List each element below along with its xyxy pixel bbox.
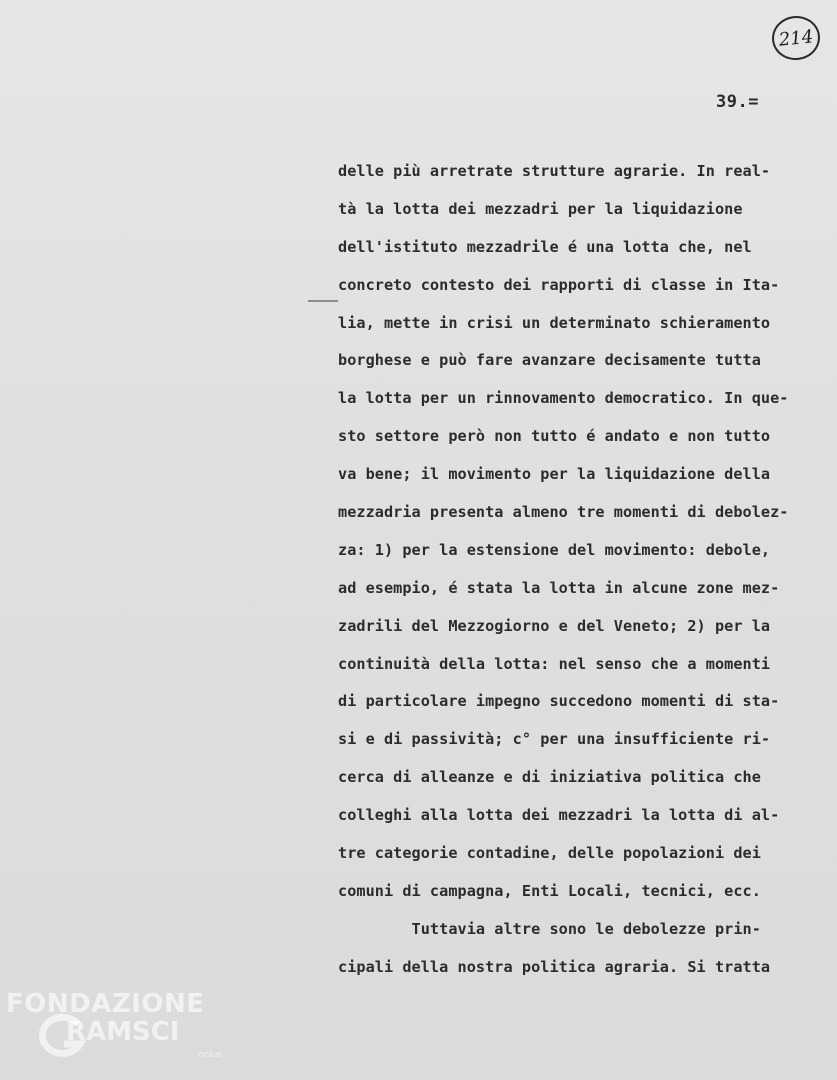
text-line: colleghi alla lotta dei mezzadri la lotta di al- (338, 806, 780, 825)
text-line: cerca di alleanze e di iniziativa politica che (338, 768, 761, 787)
text-line: la lotta per un rinnovamento democratico. In que- (338, 389, 789, 408)
watermark-line2-text: RAMSCI (66, 1017, 180, 1047)
text-line: di particolare impegno succedono momenti di sta- (338, 692, 780, 711)
typed-text-body (338, 159, 818, 993)
page-number: 39.= (716, 92, 759, 112)
text-line: Tuttavia altre sono le debolezze prin- (338, 919, 761, 938)
fondazione-gramsci-watermark (6, 990, 236, 1070)
text-line: comuni di campagna, Enti Locali, tecnici, ecc. (338, 881, 761, 900)
text-line: zadrili del Mezzogiorno e del Veneto; 2) per la (338, 616, 771, 635)
text-line: tre categorie contadine, delle popolazioni dei (338, 844, 761, 863)
text-line: continuità della lotta: nel senso che a momenti (338, 654, 771, 673)
text-line: za: 1) per la estensione del movimento: debole, (338, 540, 771, 559)
text-line: ad esempio, é stata la lotta in alcune zone mez- (338, 578, 780, 597)
archive-number-circle (770, 14, 822, 63)
text-line: mezzadria presenta almeno tre momenti di debolez- (338, 503, 789, 522)
text-line: dell'istituto mezzadrile é una lotta che, nel (338, 237, 752, 256)
watermark-small-text: onlus (198, 1050, 223, 1060)
gramsci-g-logo-icon (38, 1014, 88, 1060)
text-line: sto settore però non tutto é andato e non tutto (338, 427, 771, 446)
watermark-line2 (6, 1018, 236, 1046)
watermark-line1: FONDAZIONE (6, 989, 205, 1019)
margin-pencil-mark (308, 300, 338, 302)
text-line: concreto contesto dei rapporti di classe in Ita- (338, 275, 780, 294)
text-line: delle più arretrate strutture agrarie. In real- (338, 162, 771, 180)
archive-number: 214 (777, 25, 815, 51)
text-line: borghese e può fare avanzare decisamente tutta (338, 351, 761, 370)
text-line: lia, mette in crisi un determinato schieramento (338, 313, 771, 332)
text-line: cipali della nostra politica agraria. Si tratta (338, 957, 771, 976)
text-line: tà la lotta dei mezzadri per la liquidazione (338, 199, 743, 218)
text-line: si e di passività; c° per una insufficiente ri- (338, 730, 771, 749)
text-line: va bene; il movimento per la liquidazione della (338, 465, 771, 484)
